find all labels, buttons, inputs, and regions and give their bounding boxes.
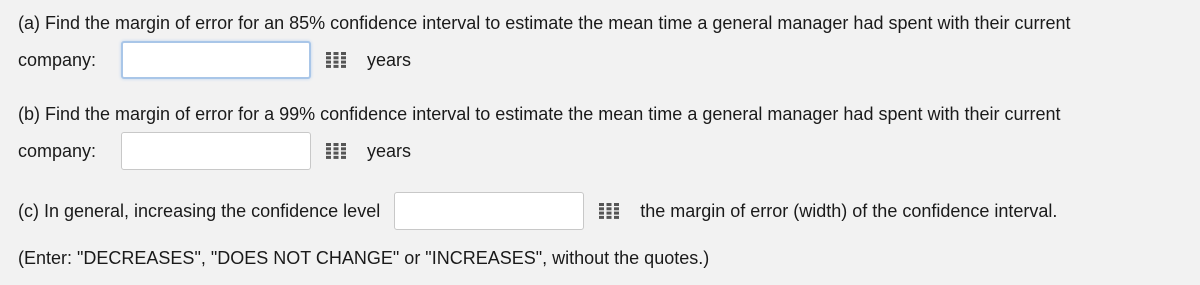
question-b-text: (b) Find the margin of error for a 99% confidence interval to estimate the mean time a general manager had spent with their current	[18, 104, 1061, 124]
question-c-text-after: the margin of error (width) of the confidence interval.	[640, 200, 1058, 221]
answer-row-c	[18, 189, 1190, 233]
company-label-b: company:	[18, 140, 97, 161]
symbol-keypad-icon[interactable]	[584, 192, 634, 230]
answer-row-a	[18, 38, 1190, 82]
unit-label-b: years	[367, 140, 412, 161]
answer-input-a[interactable]	[121, 41, 311, 79]
question-c-text: (c) In general, increasing the confidence level	[18, 200, 381, 221]
question-a-text: (a) Find the margin of error for an 85% confidence interval to estimate the mean time a general manager had spent with their current	[18, 13, 1071, 33]
symbol-keypad-icon[interactable]	[311, 132, 361, 170]
question-b	[18, 102, 1190, 173]
unit-label-a: years	[367, 49, 412, 70]
answer-input-c[interactable]	[394, 192, 584, 230]
question-c	[18, 189, 1190, 270]
question-a	[18, 11, 1190, 82]
answer-format-note: (Enter: "DECREASES", "DOES NOT CHANGE" or "INCREASES", without the quotes.)	[18, 248, 710, 268]
symbol-keypad-icon[interactable]	[311, 41, 361, 79]
company-label-a: company:	[18, 49, 97, 70]
answer-row-b	[18, 129, 1190, 173]
answer-input-b[interactable]	[121, 132, 311, 170]
